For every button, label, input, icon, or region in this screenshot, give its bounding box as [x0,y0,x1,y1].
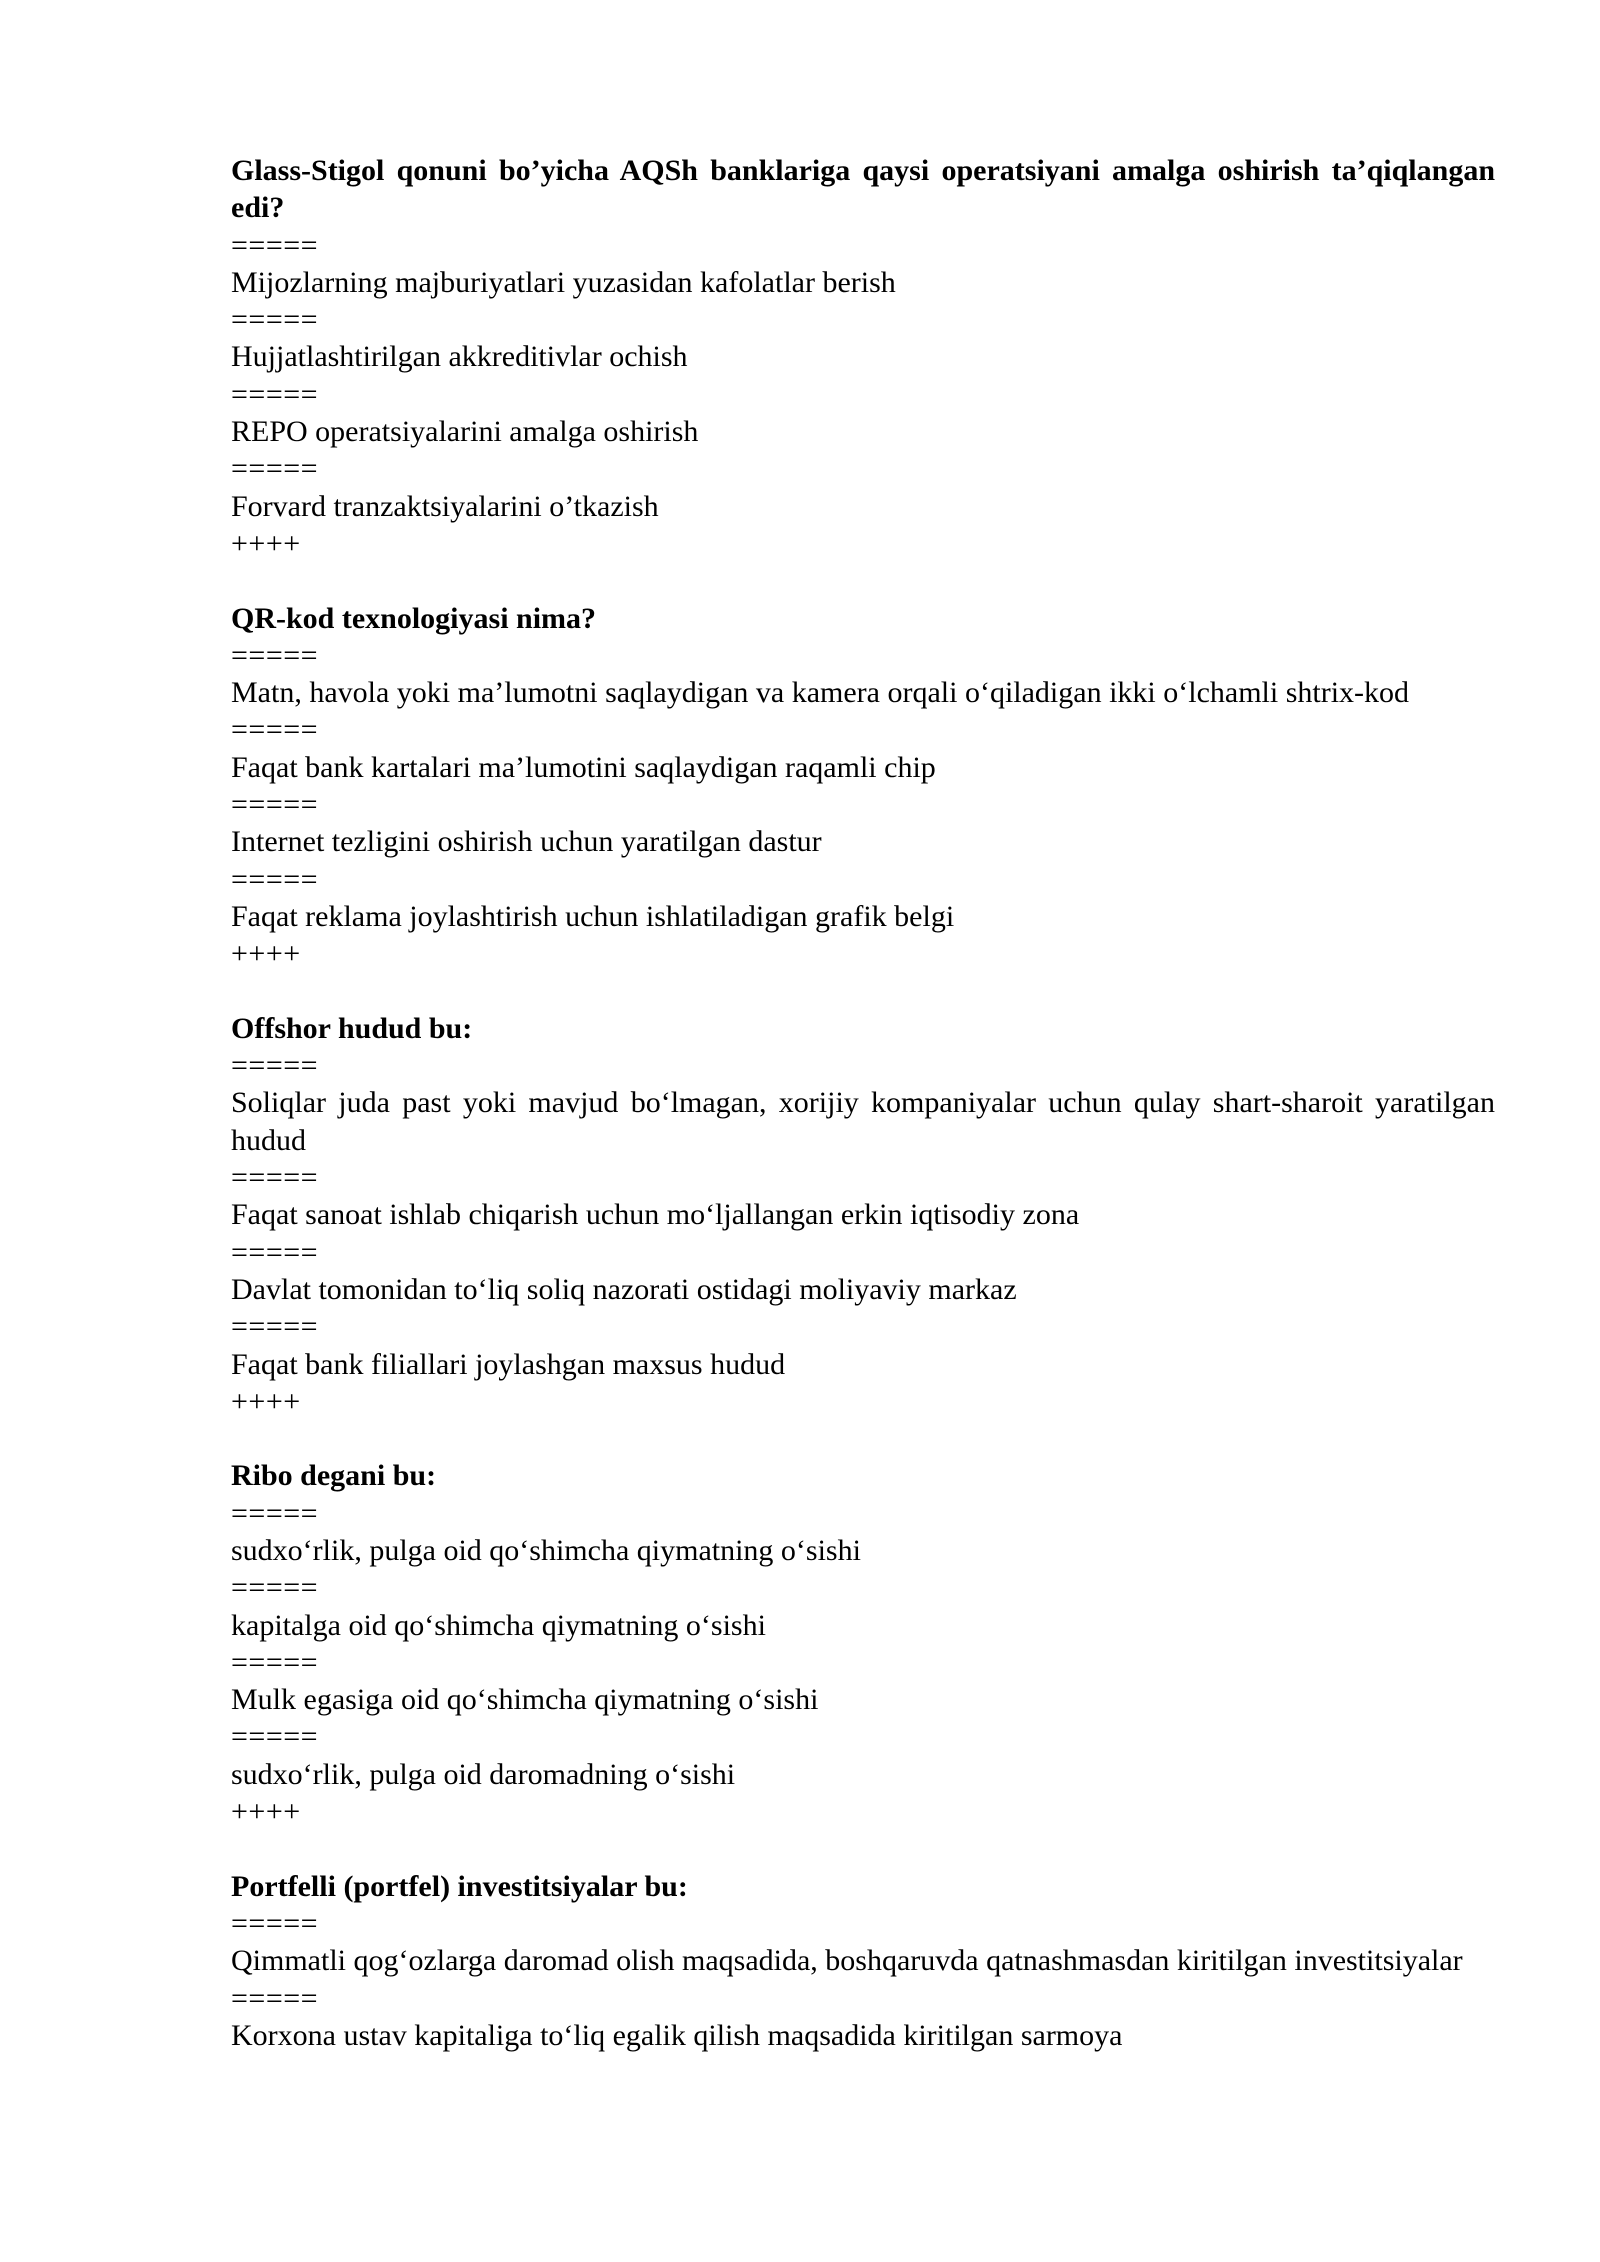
answer-option: Faqat bank kartalari ma’lumotini saqlaydigan raqamli chip [231,750,936,784]
answer-separator: ===== [231,1720,319,1754]
document-page [231,152,1495,2091]
answer-option: Mulk egasiga oid qoʻshimcha qiymatning oʻsishi [231,1683,819,1717]
question-block [231,1457,1495,1830]
answer-separator: ===== [231,1235,319,1269]
question-end-marker: ++++ [231,1795,301,1829]
answer-option: Soliqlar juda past yoki mavjud boʻlmagan, xorijiy kompaniyalar uchun qulay shart-sharoit yaratilgan hudud [231,1086,1495,1157]
answer-option: Matn, havola yoki ma’lumotni saqlaydigan va kamera orqali oʻqiladigan ikki oʻlchamli shtrix-kod [231,676,1410,710]
answer-option: sudxoʻrlik, pulga oid daromadning oʻsishi [231,1757,736,1791]
answer-separator: ===== [231,1496,319,1530]
answer-separator: ===== [231,452,319,486]
answer-separator: ===== [231,228,319,262]
answer-option: Korxona ustav kapitaliga toʻliq egalik qilish maqsadida kiritilgan sarmoya [231,2018,1123,2052]
question-title: Portfelli (portfel) investitsiyalar bu: [231,1869,688,1903]
question-block [231,1868,1495,2054]
question-end-marker: ++++ [231,1384,301,1418]
answer-option: kapitalga oid qoʻshimcha qiymatning oʻsishi [231,1608,766,1642]
answer-separator: ===== [231,1645,319,1679]
answer-separator: ===== [231,377,319,411]
answer-option: Hujjatlashtirilgan akkreditivlar ochish [231,340,688,374]
question-title: Glass-Stigol qonuni bo’yicha AQSh banklariga qaysi operatsiyani amalga oshirish ta’qiqlangan edi? [231,154,1495,225]
question-block [231,600,1495,973]
question-title: Ribo degani bu: [231,1459,437,1493]
answer-separator: ===== [231,1981,319,2015]
answer-separator: ===== [231,1049,319,1083]
answer-option: Mijozlarning majburiyatlari yuzasidan kafolatlar berish [231,265,896,299]
question-block [231,152,1495,562]
question-block [231,1010,1495,1420]
answer-option: sudxoʻrlik, pulga oid qoʻshimcha qiymatning oʻsishi [231,1533,861,1567]
answer-separator: ===== [231,713,319,747]
answer-option: Qimmatli qogʻozlarga daromad olish maqsadida, boshqaruvda qatnashmasdan kiritilgan investitsiyalar [231,1944,1463,1978]
answer-separator: ===== [231,303,319,337]
answer-separator: ===== [231,1571,319,1605]
answer-option: Davlat tomonidan toʻliq soliq nazorati ostidagi moliyaviy markaz [231,1272,1017,1306]
question-end-marker: ++++ [231,526,301,560]
question-title: QR-kod texnologiyasi nima? [231,601,597,635]
question-end-marker: ++++ [231,937,301,971]
answer-option: Faqat reklama joylashtirish uchun ishlatiladigan grafik belgi [231,899,955,933]
answer-separator: ===== [231,1161,319,1195]
answer-option: Internet tezligini oshirish uchun yaratilgan dastur [231,825,822,859]
answer-option: Faqat sanoat ishlab chiqarish uchun moʻljallangan erkin iqtisodiy zona [231,1198,1080,1232]
answer-separator: ===== [231,638,319,672]
answer-separator: ===== [231,1906,319,1940]
question-title: Offshor hudud bu: [231,1011,473,1045]
answer-option: Forvard tranzaktsiyalarini o’tkazish [231,489,659,523]
answer-option: REPO operatsiyalarini amalga oshirish [231,415,699,449]
answer-separator: ===== [231,788,319,822]
answer-separator: ===== [231,1310,319,1344]
answer-separator: ===== [231,862,319,896]
answer-option: Faqat bank filiallari joylashgan maxsus hudud [231,1347,786,1381]
